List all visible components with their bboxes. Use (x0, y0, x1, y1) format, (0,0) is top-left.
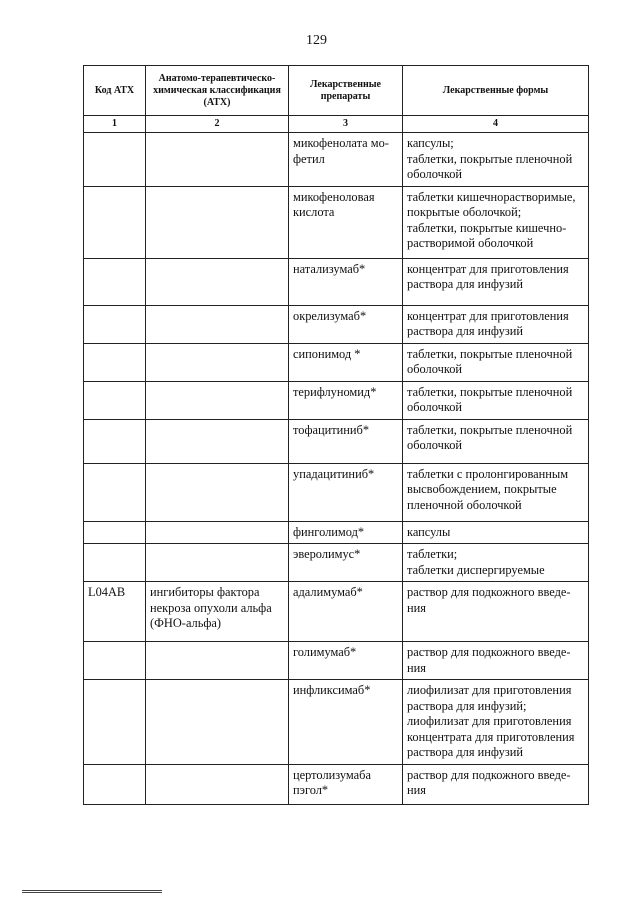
table-row (84, 381, 589, 419)
atx-drug-table (83, 65, 589, 805)
footer-rule (22, 890, 162, 893)
cell-drug-name: эверолимус* (289, 544, 403, 582)
table-body (84, 133, 589, 805)
table-row (84, 186, 589, 258)
cell-dosage-forms: концентрат для приготовления раствора для инфузий (403, 305, 589, 343)
cell-drug-name: микофеноловая кислота (289, 186, 403, 258)
table-header-row (84, 66, 589, 116)
cell-dosage-forms: капсулы; таблетки, покрытые пленочной оболочкой (403, 133, 589, 187)
cell-atx-code (84, 680, 146, 765)
cell-atx-code: L04AB (84, 582, 146, 642)
cell-drug-name: микофенолата мо-фетил (289, 133, 403, 187)
header-code: Код АТХ (84, 66, 146, 116)
cell-dosage-forms: таблетки; таблетки диспергируемые (403, 544, 589, 582)
cell-dosage-forms: раствор для подкожного введе-ния (403, 764, 589, 804)
cell-dosage-forms: концентрат для приготовления раствора для инфузий (403, 258, 589, 305)
cell-drug-name: окрелизумаб* (289, 305, 403, 343)
cell-dosage-forms: таблетки, покрытые пленочной оболочкой (403, 343, 589, 381)
table-row (84, 463, 589, 521)
cell-dosage-forms: капсулы (403, 521, 589, 544)
table-row (84, 582, 589, 642)
cell-classification (146, 642, 289, 680)
header-drugs: Лекарственные препараты (289, 66, 403, 116)
cell-classification (146, 133, 289, 187)
table-row (84, 521, 589, 544)
page-number: 129 (306, 33, 327, 48)
cell-drug-name: тофацитиниб* (289, 419, 403, 463)
cell-atx-code (84, 381, 146, 419)
cell-atx-code (84, 258, 146, 305)
cell-atx-code (84, 544, 146, 582)
table-row (84, 258, 589, 305)
cell-atx-code (84, 343, 146, 381)
cell-atx-code (84, 186, 146, 258)
cell-drug-name: инфликсимаб* (289, 680, 403, 765)
cell-atx-code (84, 305, 146, 343)
cell-atx-code (84, 521, 146, 544)
table-row (84, 305, 589, 343)
column-number: 4 (403, 116, 589, 133)
cell-atx-code (84, 642, 146, 680)
cell-drug-name: финголимод* (289, 521, 403, 544)
cell-classification (146, 343, 289, 381)
table-row (84, 764, 589, 804)
cell-classification (146, 258, 289, 305)
cell-atx-code (84, 764, 146, 804)
table-row (84, 544, 589, 582)
cell-dosage-forms: раствор для подкожного введе-ния (403, 582, 589, 642)
column-number: 1 (84, 116, 146, 133)
column-number: 3 (289, 116, 403, 133)
cell-drug-name: адалимумаб* (289, 582, 403, 642)
cell-drug-name: упадацитиниб* (289, 463, 403, 521)
cell-classification: ингибиторы фактора некроза опухоли альфа (ФНО-альфа) (146, 582, 289, 642)
table-row (84, 642, 589, 680)
cell-classification (146, 381, 289, 419)
table-row (84, 133, 589, 187)
cell-drug-name: терифлуномид* (289, 381, 403, 419)
table-row (84, 680, 589, 765)
header-forms: Лекарственные формы (403, 66, 589, 116)
cell-drug-name: голимумаб* (289, 642, 403, 680)
header-classification: Анатомо-терапевтическо-химическая классификация (АТХ) (146, 66, 289, 116)
cell-classification (146, 521, 289, 544)
cell-dosage-forms: таблетки с пролонгированным высвобождением, покрытые пленочной оболочкой (403, 463, 589, 521)
cell-classification (146, 544, 289, 582)
cell-drug-name: сипонимод * (289, 343, 403, 381)
cell-classification (146, 764, 289, 804)
cell-classification (146, 419, 289, 463)
cell-classification (146, 305, 289, 343)
cell-classification (146, 680, 289, 765)
cell-atx-code (84, 419, 146, 463)
cell-classification (146, 186, 289, 258)
cell-dosage-forms: таблетки, покрытые пленочной оболочкой (403, 381, 589, 419)
table-row (84, 343, 589, 381)
cell-atx-code (84, 463, 146, 521)
cell-dosage-forms: таблетки кишечнорастворимые, покрытые оболочкой; таблетки, покрытые кишечно-растворимой оболочкой (403, 186, 589, 258)
column-number-row (84, 116, 589, 133)
column-number: 2 (146, 116, 289, 133)
cell-classification (146, 463, 289, 521)
cell-dosage-forms: раствор для подкожного введе-ния (403, 642, 589, 680)
cell-drug-name: натализумаб* (289, 258, 403, 305)
cell-atx-code (84, 133, 146, 187)
cell-drug-name: цертолизумаба пэгол* (289, 764, 403, 804)
cell-dosage-forms: лиофилизат для приготовления раствора для инфузий; лиофилизат для приготовления концентрата для приготовления раствора для инфузий (403, 680, 589, 765)
cell-dosage-forms: таблетки, покрытые пленочной оболочкой (403, 419, 589, 463)
table-row (84, 419, 589, 463)
